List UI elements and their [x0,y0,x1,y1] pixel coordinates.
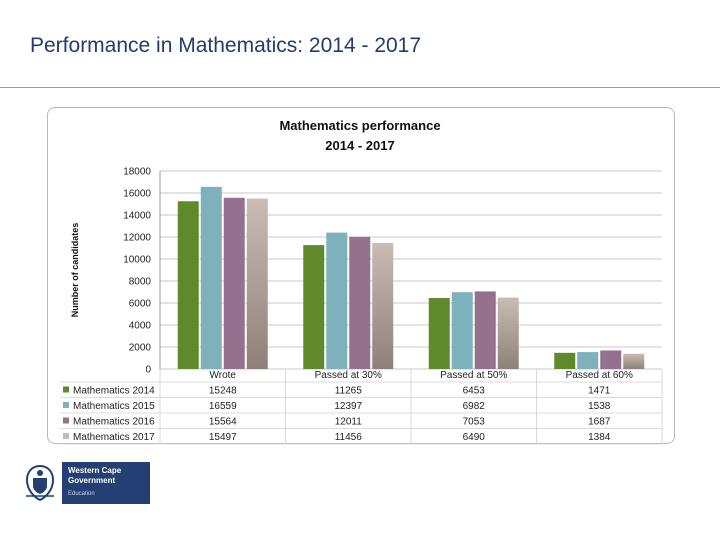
y-tick-label: 8000 [128,276,151,288]
bar-mathematics-2017 [247,199,268,369]
page-title: Performance in Mathematics: 2014 - 2017 [30,34,422,57]
y-tick-label: 4000 [128,320,151,332]
bar-mathematics-2016 [349,237,370,369]
logo-text-line3: Education [68,491,95,497]
legend-series-name: Mathematics 2014 [73,385,155,397]
y-tick-label: 18000 [123,166,151,178]
y-tick-label: 12000 [123,232,151,244]
data-label: 12397 [334,401,363,412]
y-tick-label: 14000 [123,210,151,222]
data-label: 6982 [462,401,485,412]
category-label: Passed at 30% [314,370,382,381]
legend-series-name: Mathematics 2016 [73,416,155,428]
legend-swatch [63,418,69,424]
bar-mathematics-2014 [429,298,450,369]
crest-icon [22,462,58,504]
data-label: 11456 [334,432,362,443]
bar-mathematics-2014 [303,245,324,369]
data-label: 15248 [208,385,237,397]
bar-mathematics-2015 [577,352,598,369]
bar-mathematics-2014 [554,353,575,369]
y-tick-label: 0 [145,364,151,376]
data-label: 6453 [462,385,485,397]
chart-title-line1: Mathematics performance [279,118,441,133]
data-label: 1538 [588,401,611,412]
y-tick-label: 6000 [128,298,151,310]
bar-mathematics-2017 [372,243,393,369]
data-label: 1687 [588,416,611,428]
legend-series-name: Mathematics 2017 [73,432,155,443]
western-cape-logo [22,462,150,504]
y-tick-label: 2000 [128,342,151,354]
bar-mathematics-2015 [452,292,473,369]
logo-text-line1: Western Cape [68,466,122,475]
logo-text-line2: Government [68,476,116,485]
bar-mathematics-2016 [475,291,496,369]
data-label: 16559 [208,401,237,412]
legend-series-name: Mathematics 2015 [73,401,155,412]
bar-mathematics-2017 [498,298,519,369]
y-tick-label: 16000 [123,188,151,200]
data-label: 15564 [208,416,237,428]
category-label: Passed at 50% [440,370,508,381]
data-label: 12011 [334,416,362,428]
bar-mathematics-2017 [623,354,644,369]
data-label: 1471 [588,385,611,397]
bar-mathematics-2015 [201,187,222,369]
data-label: 7053 [462,416,485,428]
y-tick-label: 10000 [123,254,151,266]
data-label: 1384 [588,432,611,443]
data-label: 6490 [462,432,485,443]
y-axis-label: Number of candidates [70,222,80,318]
bar-mathematics-2016 [600,350,621,369]
bar-mathematics-2015 [326,233,347,369]
bar-mathematics-2016 [224,198,245,369]
legend-swatch [63,402,69,408]
data-label: 15497 [208,432,237,443]
chart-title-line2: 2014 - 2017 [325,138,395,153]
data-label: 11265 [334,385,362,397]
category-label: Wrote [209,370,236,381]
legend-swatch [63,387,69,393]
bar-mathematics-2014 [178,201,199,369]
legend-swatch [63,433,69,439]
category-label: Passed at 60% [565,370,633,381]
